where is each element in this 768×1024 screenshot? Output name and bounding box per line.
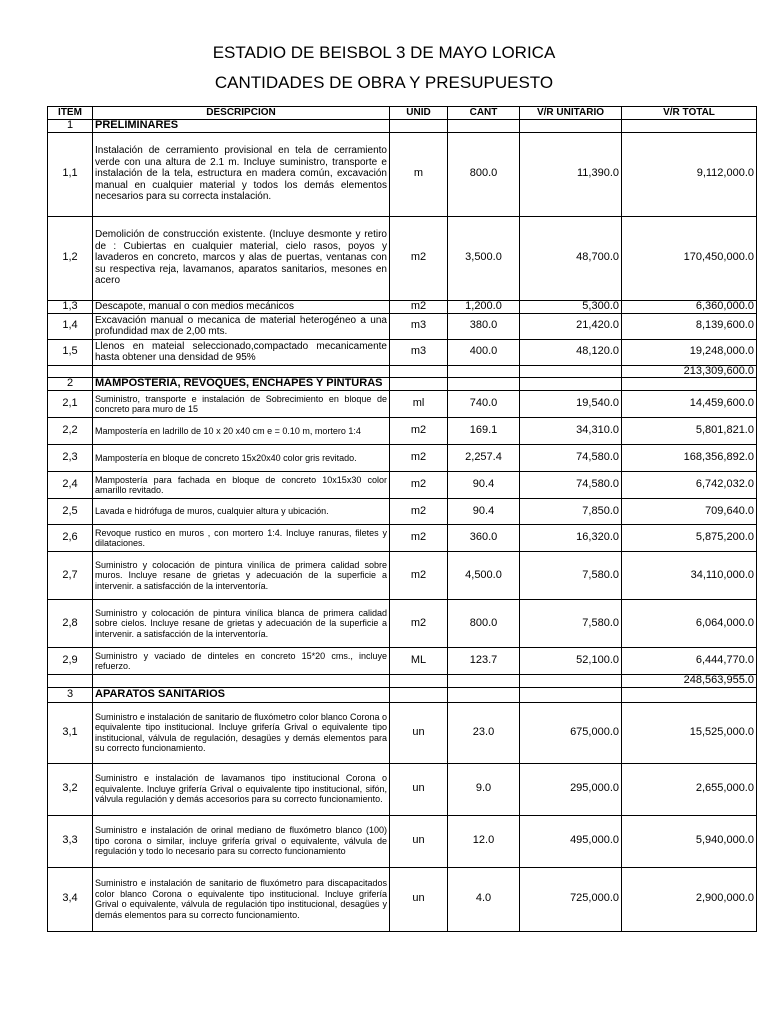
row-cant: 4.0: [448, 867, 520, 931]
row-description: Suministro e instalación de sanitario de fluxómetro para discapacitados color blanco Corona o equivalente tipo institucional. Incluye grifería Grival o equivalente, válvula de regulación tipo institucional, desagües y demás elementos para su correcto funcionamiento.: [93, 867, 390, 931]
table-row: [48, 339, 757, 365]
row-unit-price: 74,580.0: [520, 472, 622, 499]
table-row: [48, 313, 757, 339]
row-cant: 4,500.0: [448, 552, 520, 600]
row-unid: m2: [390, 300, 448, 313]
row-total: 6,742,032.0: [622, 472, 757, 499]
row-unit-price: 5,300.0: [520, 300, 622, 313]
row-item: 2,4: [48, 472, 93, 499]
row-item: 2,7: [48, 552, 93, 600]
row-unit-price: 7,850.0: [520, 499, 622, 525]
row-cant: 400.0: [448, 339, 520, 365]
row-total: 5,940,000.0: [622, 815, 757, 867]
row-unid: m2: [390, 600, 448, 648]
section-item: 3: [48, 687, 93, 702]
section-row: [48, 687, 757, 702]
row-unid: m2: [390, 472, 448, 499]
table-row: [48, 525, 757, 552]
row-item: 2,1: [48, 391, 93, 418]
budget-table: [47, 106, 757, 932]
row-description: Suministro, transporte e instalación de Sobrecimiento en bloque de concreto para muro de 15: [93, 391, 390, 418]
row-item: 3,3: [48, 815, 93, 867]
row-unid: m3: [390, 313, 448, 339]
row-cant: 169.1: [448, 418, 520, 445]
header-item: ITEM: [48, 107, 93, 120]
row-item: 3,1: [48, 702, 93, 763]
row-unid: ML: [390, 648, 448, 675]
row-unid: un: [390, 763, 448, 815]
row-unid: m2: [390, 418, 448, 445]
table-row: [48, 600, 757, 648]
row-description: Descapote, manual o con medios mecánicos: [93, 300, 390, 313]
row-total: 5,801,821.0: [622, 418, 757, 445]
section-title: MAMPOSTERIA, REVOQUES, ENCHAPES Y PINTURAS: [93, 378, 390, 391]
row-description: Suministro y vaciado de dinteles en concreto 15*20 cms., incluye refuerzo.: [93, 648, 390, 675]
row-total: 14,459,600.0: [622, 391, 757, 418]
row-description: Suministro e instalación de sanitario de fluxómetro color blanco Corona o equivalente tipo institucional. Incluye grifería Grival o equivalente tipo institucional, válvula de regulación, desagües y demás elementos para su correcto funcionamiento.: [93, 702, 390, 763]
row-item: 2,8: [48, 600, 93, 648]
row-total: 709,640.0: [622, 499, 757, 525]
subtotal-row: [48, 675, 757, 688]
row-item: 2,9: [48, 648, 93, 675]
table-row: [48, 867, 757, 931]
row-unid: un: [390, 815, 448, 867]
row-unit-price: 48,700.0: [520, 216, 622, 300]
row-item: 1,5: [48, 339, 93, 365]
table-row: [48, 815, 757, 867]
header-row: [48, 107, 757, 120]
row-cant: 12.0: [448, 815, 520, 867]
section-title: APARATOS SANITARIOS: [93, 687, 390, 702]
row-total: 2,655,000.0: [622, 763, 757, 815]
row-unid: m2: [390, 445, 448, 472]
row-cant: 800.0: [448, 600, 520, 648]
row-cant: 380.0: [448, 313, 520, 339]
row-description: Suministro y colocación de pintura vinílica de primera calidad sobre muros. Incluye resane de grietas y adecuación de la superficie a intervenir. a satisfacción de la interventoría.: [93, 552, 390, 600]
row-total: 19,248,000.0: [622, 339, 757, 365]
row-unit-price: 19,540.0: [520, 391, 622, 418]
row-item: 1,2: [48, 216, 93, 300]
row-description: Suministro y colocación de pintura vinílica blanca de primera calidad sobre cielos. Incluye resane de grietas y adecuación de la superficie a intervenir. a satisfacción de la interventoría.: [93, 600, 390, 648]
row-description: Instalación de cerramiento provisional en tela de cerramiento verde con una altura de 2.1 m. Incluye suministro, transporte e instalación de la tela, estructura en madera común, excavación manual en cualquier material y todos los demás elementos necesarios para su correcta instalación.: [93, 132, 390, 216]
row-cant: 740.0: [448, 391, 520, 418]
row-cant: 2,257.4: [448, 445, 520, 472]
table-row: [48, 763, 757, 815]
row-description: Mampostería en bloque de concreto 15x20x40 color gris revitado.: [93, 445, 390, 472]
row-item: 3,2: [48, 763, 93, 815]
row-total: 5,875,200.0: [622, 525, 757, 552]
row-item: 3,4: [48, 867, 93, 931]
table-row: [48, 445, 757, 472]
row-cant: 90.4: [448, 472, 520, 499]
row-unit-price: 7,580.0: [520, 600, 622, 648]
row-unit-price: 495,000.0: [520, 815, 622, 867]
row-unit-price: 11,390.0: [520, 132, 622, 216]
row-description: Mampostería en ladrillo de 10 x 20 x40 cm e = 0.10 m, mortero 1:4: [93, 418, 390, 445]
row-cant: 9.0: [448, 763, 520, 815]
row-unid: un: [390, 867, 448, 931]
row-item: 2,3: [48, 445, 93, 472]
row-total: 6,360,000.0: [622, 300, 757, 313]
page-title: ESTADIO DE BEISBOL 3 DE MAYO LORICA: [212, 43, 556, 62]
row-item: 2,5: [48, 499, 93, 525]
row-description: Suministro e instalación de lavamanos tipo institucional Corona o equivalente. Incluye grifería Grival o equivalente tipo institucional, sifón, válvula regulación y demás accesorios para su correcto funcionamiento.: [93, 763, 390, 815]
header-total: V/R TOTAL: [622, 107, 757, 120]
subtotal-value: 213,309,600.0: [622, 365, 757, 378]
table-row: [48, 552, 757, 600]
header-desc: DESCRIPCION: [93, 107, 390, 120]
section-item: 2: [48, 378, 93, 391]
row-unit-price: 48,120.0: [520, 339, 622, 365]
row-unid: un: [390, 702, 448, 763]
table-row: [48, 300, 757, 313]
row-total: 6,444,770.0: [622, 648, 757, 675]
row-description: Revoque rustico en muros , con mortero 1:4. Incluye ranuras, filetes y dilataciones.: [93, 525, 390, 552]
row-unid: m: [390, 132, 448, 216]
row-description: Excavación manual o mecanica de material heterogéneo a una profundidad max de 2,00 mts.: [93, 313, 390, 339]
row-unit-price: 7,580.0: [520, 552, 622, 600]
row-cant: 800.0: [448, 132, 520, 216]
row-unid: m3: [390, 339, 448, 365]
row-total: 170,450,000.0: [622, 216, 757, 300]
row-item: 1,3: [48, 300, 93, 313]
subtotal-row: [48, 365, 757, 378]
table-row: [48, 132, 757, 216]
header-cant: CANT: [448, 107, 520, 120]
row-unid: ml: [390, 391, 448, 418]
page-subtitle: CANTIDADES DE OBRA Y PRESUPUESTO: [214, 73, 554, 92]
table-row: [48, 391, 757, 418]
row-unit-price: 16,320.0: [520, 525, 622, 552]
header-unit-price: V/R UNITARIO: [520, 107, 622, 120]
row-unid: m2: [390, 552, 448, 600]
header-unid: UNID: [390, 107, 448, 120]
row-total: 168,356,892.0: [622, 445, 757, 472]
row-description: Llenos en mateial seleccionado,compactado mecanicamente hasta obtener una densidad de 95%: [93, 339, 390, 365]
row-unid: m2: [390, 216, 448, 300]
table-row: [48, 499, 757, 525]
row-cant: 23.0: [448, 702, 520, 763]
row-item: 1,4: [48, 313, 93, 339]
row-unit-price: 34,310.0: [520, 418, 622, 445]
row-unit-price: 52,100.0: [520, 648, 622, 675]
row-unid: m2: [390, 525, 448, 552]
row-description: Lavada e hidrófuga de muros, cualquier altura y ubicación.: [93, 499, 390, 525]
row-description: Suministro e instalación de orinal mediano de fluxómetro blanco (100) tipo corona o similar, incluye grifería grival o equivalente, válvula de regulación y todo lo necesario para su correcto funcionamiento: [93, 815, 390, 867]
row-unit-price: 21,420.0: [520, 313, 622, 339]
row-description: Mampostería para fachada en bloque de concreto 10x15x30 color amarillo revitado.: [93, 472, 390, 499]
section-row: [48, 119, 757, 132]
row-item: 2,6: [48, 525, 93, 552]
table-row: [48, 702, 757, 763]
row-total: 15,525,000.0: [622, 702, 757, 763]
row-total: 6,064,000.0: [622, 600, 757, 648]
table-row: [48, 648, 757, 675]
subtotal-value: 248,563,955.0: [622, 675, 757, 688]
row-item: 2,2: [48, 418, 93, 445]
row-description: Demolición de construcción existente. (Incluye desmonte y retiro de : Cubiertas en cualquier material, cielo rasos, poyos y lavaderos en concreto, marcos y alas de puertas, ventanas con su respectiva reja, lavamanos, aparatos sanitarios, mesones en acero: [93, 216, 390, 300]
row-total: 8,139,600.0: [622, 313, 757, 339]
row-total: 2,900,000.0: [622, 867, 757, 931]
section-item: 1: [48, 119, 93, 132]
table-row: [48, 216, 757, 300]
row-cant: 1,200.0: [448, 300, 520, 313]
row-total: 34,110,000.0: [622, 552, 757, 600]
row-item: 1,1: [48, 132, 93, 216]
row-cant: 123.7: [448, 648, 520, 675]
table-row: [48, 418, 757, 445]
row-unid: m2: [390, 499, 448, 525]
section-row: [48, 378, 757, 391]
row-total: 9,112,000.0: [622, 132, 757, 216]
table-row: [48, 472, 757, 499]
row-unit-price: 295,000.0: [520, 763, 622, 815]
row-unit-price: 725,000.0: [520, 867, 622, 931]
row-cant: 360.0: [448, 525, 520, 552]
row-unit-price: 74,580.0: [520, 445, 622, 472]
row-unit-price: 675,000.0: [520, 702, 622, 763]
row-cant: 90.4: [448, 499, 520, 525]
row-cant: 3,500.0: [448, 216, 520, 300]
section-title: PRELIMINARES: [93, 119, 390, 132]
